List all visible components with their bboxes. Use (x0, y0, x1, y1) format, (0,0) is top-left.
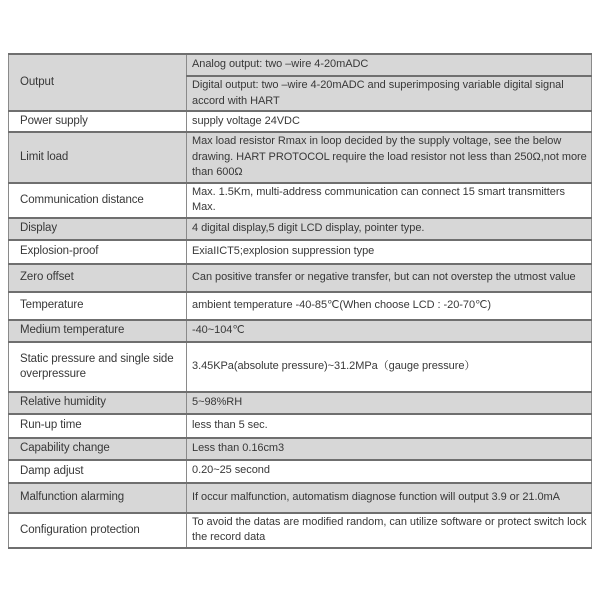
table-row (9, 292, 592, 320)
table-row (9, 240, 592, 264)
value-temperature: ambient temperature -40-85℃(When choose LCD : -20-70℃) (187, 292, 592, 320)
label-static-pressure: Static pressure and single side overpressure (9, 342, 187, 392)
table-row (9, 132, 592, 183)
value-limit-load: Max load resistor Rmax in loop decided by the supply voltage, see the below drawing. HART PROTOCOL require the load resistor not less than 250Ω,not more than 600Ω (187, 132, 592, 183)
value-relative-humidity: 5~98%RH (187, 392, 592, 414)
value-power-supply: supply voltage 24VDC (187, 111, 592, 132)
label-zero-offset: Zero offset (9, 264, 187, 292)
value-communication-distance: Max. 1.5Km, multi-address communication can connect 15 smart transmitters Max. (187, 183, 592, 218)
label-configuration-protection: Configuration protection (9, 513, 187, 548)
table-row (9, 342, 592, 392)
table-row (9, 460, 592, 483)
label-temperature: Temperature (9, 292, 187, 320)
value-zero-offset: Can positive transfer or negative transfer, but can not overstep the utmost value (187, 264, 592, 292)
table-row (9, 414, 592, 438)
label-run-up-time: Run-up time (9, 414, 187, 438)
value-malfunction-alarming: If occur malfunction, automatism diagnose function will output 3.9 or 21.0mA (187, 483, 592, 513)
value-output-digital: Digital output: two –wire 4-20mADC and superimposing variable digital signal accord with HART (187, 76, 592, 111)
table-row (9, 392, 592, 414)
label-output: Output (9, 54, 187, 111)
label-medium-temperature: Medium temperature (9, 320, 187, 342)
table-row (9, 218, 592, 240)
value-medium-temperature: -40~104℃ (187, 320, 592, 342)
value-static-pressure: 3.45KPa(absolute pressure)~31.2MPa（gauge pressure） (187, 342, 592, 392)
label-malfunction-alarming: Malfunction alarming (9, 483, 187, 513)
value-output-analog: Analog output: two –wire 4-20mADC (187, 54, 592, 76)
value-run-up-time: less than 5 sec. (187, 414, 592, 438)
value-explosion-proof: ExiaIICT5;explosion suppression type (187, 240, 592, 264)
table-row (9, 264, 592, 292)
value-display: 4 digital display,5 digit LCD display, pointer type. (187, 218, 592, 240)
label-limit-load: Limit load (9, 132, 187, 183)
table-row (9, 438, 592, 460)
table-row (9, 54, 592, 76)
label-relative-humidity: Relative humidity (9, 392, 187, 414)
label-explosion-proof: Explosion-proof (9, 240, 187, 264)
label-capability-change: Capability change (9, 438, 187, 460)
label-power-supply: Power supply (9, 111, 187, 132)
table-row (9, 111, 592, 132)
value-capability-change: Less than 0.16cm3 (187, 438, 592, 460)
value-configuration-protection: To avoid the datas are modified random, can utilize software or protect switch lock the record data (187, 513, 592, 548)
table-row (9, 513, 592, 548)
table-row (9, 320, 592, 342)
table-row (9, 483, 592, 513)
label-display: Display (9, 218, 187, 240)
spec-table (8, 53, 592, 549)
table-row (9, 183, 592, 218)
value-damp-adjust: 0.20~25 second (187, 460, 592, 483)
label-damp-adjust: Damp adjust (9, 460, 187, 483)
label-communication-distance: Communication distance (9, 183, 187, 218)
